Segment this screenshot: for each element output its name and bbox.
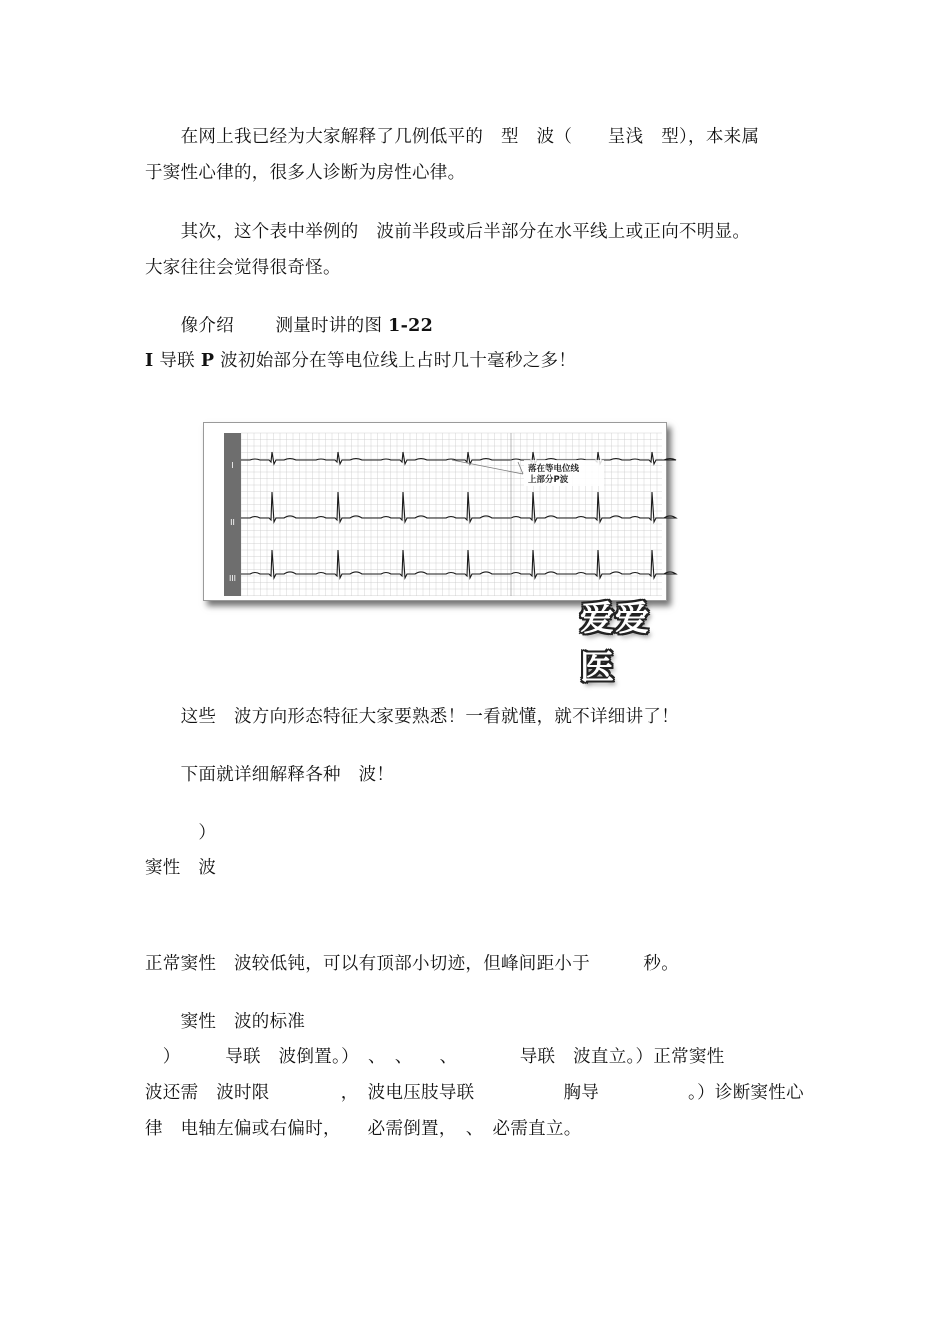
paragraph-9-line-2: 波还需 波时限 ， 波电压肢导联 胸导 。）诊断窦性心 [145,1083,804,1103]
paragraph-5: 下面就详细解释各种 波！ [145,765,395,785]
paragraph-9-line-1: ） 导联 波倒置。） 、 、 、 导联 波直立。）正常窦性 [145,1047,725,1067]
figure-caption: I 导联 P 波初始部分在等电位线上占时几十毫秒之多！ [145,351,577,371]
paragraph-1-line-2: 于窦性心律的，很多人诊断为房性心律。 [145,163,466,183]
ecg-trace-lead-III [241,550,676,578]
caption-bold-letter: P [200,351,215,371]
ecg-figure [200,419,680,688]
figure-intro-line: 像介绍 测量时讲的图 1-22 [145,316,434,336]
section-title: 窦性 波 [145,858,217,878]
annotation-text-1: 落在等电位线 [528,464,580,474]
lead-label-strip [224,433,241,596]
watermark-logo: 爱爱医 [580,599,650,688]
figure-number: 1-22 [388,316,434,336]
annotation-text-2: 上部分P波 [528,475,569,485]
paragraph-9-line-3: 律 电轴左偏或右偏时， 必需倒置， 、 必需直立。 [145,1119,582,1139]
paragraph-7: 正常窦性 波较低钝，可以有顶部小切迹，但峰间距小于 秒。 [145,954,679,974]
ecg-traces [241,433,676,596]
lead-label-III: III [228,574,237,583]
ecg-trace-lead-I [241,452,676,464]
paragraph-2-line-2: 大家往往会觉得很奇怪。 [145,258,341,278]
lead-label-I: I [231,461,234,470]
ecg-trace-lead-II [241,492,676,522]
caption-bold-letter: I [145,351,154,371]
paragraph-2-line-1: 其次，这个表中举例的 波前半段或后半部分在水平线上或正向不明显。 [145,222,751,242]
lead-label-II: II [230,518,235,527]
paragraph-8: 窦性 波的标准 [145,1012,306,1032]
paragraph-1-line-1: 在网上我已经为大家解释了几例低平的 型 波（ 呈浅 型），本来属 [145,127,760,147]
section-number: ） [145,823,217,843]
paragraph-4: 这些 波方向形态特征大家要熟悉！一看就懂，就不详细讲了！ [145,707,679,727]
